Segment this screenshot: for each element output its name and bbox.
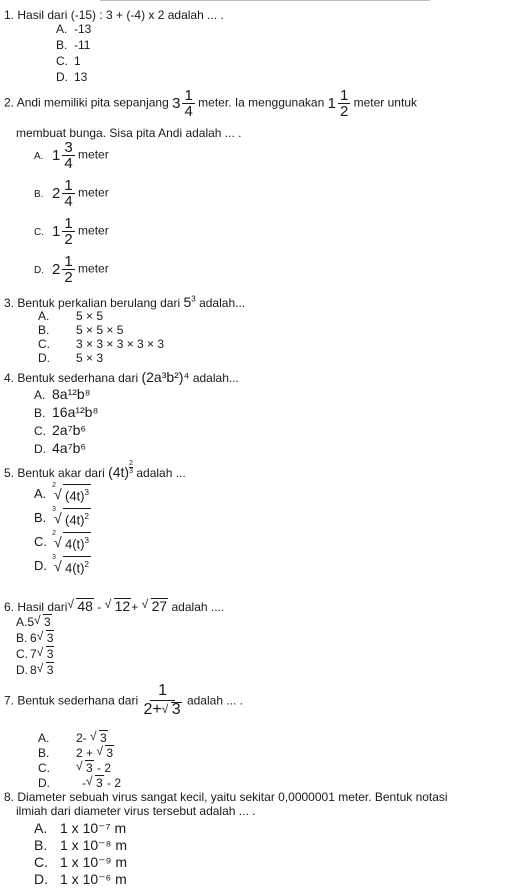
sqrt [96, 745, 114, 760]
numerator: 1 [64, 253, 73, 270]
question-2-line2: membuat bunga. Sisa pita Andi adalah ... . [16, 126, 242, 140]
radicand: 3 [96, 776, 103, 790]
question-2 [4, 88, 417, 119]
denominator: 4 [64, 155, 73, 172]
option-letter: A. [16, 615, 28, 629]
option-text: -11 [74, 38, 91, 52]
question-text: Hasil dari (-15) : 3 + (-4) x 2 adalah ... . [17, 8, 224, 22]
option-5b[interactable] [34, 508, 91, 528]
option-6b[interactable] [16, 630, 54, 645]
radicand: 3 [86, 761, 93, 775]
root-index: 2 [52, 482, 56, 489]
coefficient: 6 [30, 631, 37, 645]
option-5d[interactable] [34, 556, 91, 576]
option-text: 2a⁷b⁶ [52, 422, 87, 438]
radicand [63, 532, 91, 552]
option-letter: B. [38, 746, 50, 760]
root-symbol: √ [54, 510, 62, 526]
option-1d[interactable] [56, 70, 87, 84]
option-3d[interactable] [38, 351, 103, 365]
option-letter: A. [34, 388, 46, 402]
option-letter: A. [34, 485, 47, 501]
question-text: adalah ... . [186, 693, 243, 708]
denominator: 4 [184, 103, 193, 120]
unit: meter [78, 185, 109, 200]
numerator: 1 [64, 215, 73, 232]
radicand-exponent: 2 [84, 560, 89, 569]
option-text: 8a¹²b⁸ [52, 386, 91, 402]
numerator: 3 [64, 139, 73, 156]
numerator: 1 [339, 87, 349, 104]
option-text: 1 x 10⁻⁸ m [60, 837, 127, 853]
question-5 [4, 460, 186, 480]
option-letter: B. [34, 509, 47, 525]
exponent-denominator: 3 [129, 468, 133, 475]
option-1a[interactable] [56, 22, 91, 36]
option-text: 16a¹²b⁸ [52, 404, 99, 420]
fraction [338, 88, 350, 119]
option-5a[interactable] [34, 484, 91, 504]
fraction [62, 140, 74, 171]
question-4 [4, 369, 239, 385]
question-text: adalah ... [136, 466, 186, 480]
option-letter: C. [34, 226, 44, 238]
option-4c[interactable] [34, 422, 86, 438]
root-index: 3 [52, 506, 56, 513]
option-text: 1 x 10⁻⁹ m [60, 854, 128, 870]
option-letter: B. [56, 38, 68, 52]
sqrt [162, 701, 182, 719]
option-letter: B. [38, 323, 50, 337]
fraction [62, 254, 74, 285]
mixed-number [52, 140, 75, 171]
power-exponent: 3 [191, 294, 196, 304]
option-2a[interactable] [34, 140, 109, 171]
option-letter: C. [34, 533, 47, 549]
option-4b[interactable] [34, 404, 98, 420]
root-index: 3 [52, 554, 56, 561]
option-7a[interactable] [38, 730, 108, 745]
sqrt-48 [67, 598, 94, 614]
sqrt-12 [105, 598, 132, 614]
radicand: 3 [46, 647, 54, 661]
radicand: 3 [46, 631, 54, 645]
root-expression [52, 484, 91, 504]
option-text: 1 [74, 54, 81, 68]
option-8b[interactable] [34, 837, 127, 854]
whole-part: 2 [52, 261, 61, 278]
root-expression [52, 532, 91, 552]
question-7 [4, 682, 243, 719]
top-divider [100, 0, 430, 1]
question-number: 5. [4, 466, 15, 480]
option-suffix: - 2 [97, 761, 112, 775]
root-expression [52, 556, 91, 576]
radicand-base: 4(t) [65, 536, 85, 552]
root-expression [52, 508, 91, 528]
option-4a[interactable] [34, 386, 91, 402]
sqrt [34, 614, 52, 629]
radicand: 48 [77, 598, 93, 614]
question-number: 6. [4, 600, 15, 614]
option-letter: A. [34, 150, 44, 162]
fraction-exponent [129, 460, 133, 475]
radicand-base: 4(t) [65, 560, 85, 576]
numerator: 1 [184, 87, 193, 104]
option-letter: D. [34, 871, 48, 887]
radicand [63, 556, 91, 576]
option-6c[interactable] [16, 646, 54, 661]
option-letter: D. [38, 776, 50, 790]
question-1 [4, 8, 224, 22]
fraction [62, 216, 74, 247]
radicand-base: (4t) [65, 512, 85, 528]
option-2b[interactable] [34, 178, 109, 209]
radicand-exponent: 3 [84, 488, 89, 497]
root-symbol: √ [54, 534, 62, 550]
question-text: Andi memiliki pita sepanjang [16, 95, 169, 110]
radicand: 3 [106, 746, 114, 760]
mixed-number [52, 216, 75, 247]
power-base: (4t) [108, 464, 130, 480]
numerator: 1 [64, 177, 73, 194]
radicand: 3 [46, 663, 54, 677]
exponent-numerator: 2 [129, 460, 133, 467]
whole-part: 2 [52, 185, 61, 202]
option-4d[interactable] [34, 440, 86, 456]
question-text: meter. Ia menggunakan [198, 95, 325, 110]
option-text: 5 × 5 × 5 [76, 323, 124, 337]
option-text: -13 [74, 22, 92, 36]
option-letter: A. [38, 731, 50, 745]
question-6 [4, 598, 224, 614]
option-7d[interactable] [38, 775, 121, 790]
whole-part: 1 [327, 95, 336, 112]
denominator: 2 [339, 103, 349, 120]
question-text: Bentuk sederhana dari [17, 693, 139, 708]
coefficient: 5 [27, 615, 35, 629]
question-number: 1. [4, 8, 15, 22]
whole-part: 3 [172, 95, 181, 112]
option-letter: B. [34, 837, 48, 853]
root-index: 2 [52, 530, 56, 537]
unit: meter [78, 147, 109, 162]
option-letter: D. [16, 663, 28, 677]
option-text: 3 × 3 × 3 × 3 × 3 [76, 337, 165, 351]
coefficient: 7 [30, 647, 37, 661]
option-letter: D. [38, 351, 50, 365]
option-7c[interactable] [38, 760, 111, 775]
sqrt [37, 662, 55, 677]
radicand: 27 [151, 598, 168, 614]
denominator: 2 [64, 269, 73, 286]
question-text: Diameter sebuah virus sangat kecil, yaitu sekitar 0,0000001 meter. Bentuk notasi [17, 790, 448, 804]
question-text: Bentuk perkalian berulang dari [17, 296, 181, 310]
option-letter: B. [34, 188, 44, 200]
question-number: 7. [4, 693, 15, 708]
option-letter: D. [34, 442, 46, 456]
whole-part: 1 [52, 147, 61, 164]
mixed-number [328, 88, 351, 119]
operator: - [97, 600, 102, 614]
question-text: Bentuk akar dari [17, 466, 105, 480]
option-prefix: 2 + [76, 746, 94, 760]
radicand-base: (4t) [65, 488, 85, 504]
option-letter: A. [34, 820, 48, 836]
option-3b[interactable] [38, 323, 123, 337]
sqrt-27 [142, 598, 169, 614]
question-8 [4, 790, 448, 804]
coefficient: 8 [30, 663, 37, 677]
question-text: adalah... [192, 371, 239, 385]
option-6a[interactable] [16, 614, 52, 629]
option-text: 5 × 3 [76, 351, 104, 365]
option-8a[interactable] [34, 820, 126, 837]
question-number: 4. [4, 371, 15, 385]
math-expression: (2a³b²)⁴ [141, 369, 190, 385]
fraction [62, 178, 74, 209]
sqrt [37, 646, 55, 661]
option-5c[interactable] [34, 532, 91, 552]
option-6d[interactable] [16, 662, 54, 677]
option-7b[interactable] [38, 745, 114, 760]
option-3c[interactable] [38, 337, 164, 351]
option-letter: C. [38, 337, 50, 351]
root-symbol: √ [54, 558, 62, 574]
option-letter: A. [38, 309, 50, 323]
option-text: 13 [74, 70, 88, 84]
radicand: 3 [100, 731, 107, 745]
question-number: 8. [4, 790, 15, 804]
question-text: Hasil dari [17, 600, 68, 614]
option-8d[interactable] [34, 871, 127, 888]
option-letter: D. [34, 264, 44, 276]
option-letter: C. [34, 424, 46, 438]
option-text: 4a⁷b⁶ [52, 440, 87, 456]
option-1b[interactable] [56, 38, 90, 52]
whole-part: 1 [52, 223, 61, 240]
mixed-number [52, 254, 75, 285]
sqrt [90, 730, 108, 745]
option-letter: B. [34, 406, 46, 420]
question-3 [4, 294, 245, 310]
option-letter: D. [34, 557, 47, 573]
denominator-int: 2+ [143, 701, 162, 718]
radicand-exponent: 3 [84, 536, 89, 545]
option-text: 1 x 10⁻⁷ m [60, 820, 127, 836]
question-text: meter untuk [353, 95, 417, 110]
unit: meter [78, 261, 109, 276]
option-8c[interactable] [34, 854, 127, 871]
question-text: adalah .... [171, 600, 225, 614]
power-expression [183, 294, 195, 310]
option-letter: C. [56, 54, 68, 68]
radicand: 3 [171, 701, 181, 718]
fraction [141, 682, 183, 719]
option-text: 5 × 5 [76, 309, 104, 323]
operator: + [131, 600, 139, 614]
radicand [63, 508, 91, 528]
option-1c[interactable] [56, 54, 81, 68]
option-suffix: - 2 [107, 776, 122, 790]
option-letter: C. [38, 761, 50, 775]
unit: meter [78, 223, 109, 238]
numerator: 1 [150, 682, 175, 701]
question-text: Bentuk sederhana dari [17, 371, 139, 385]
option-letter: C. [16, 647, 28, 661]
option-3a[interactable] [38, 309, 103, 323]
mixed-number [172, 88, 195, 119]
question-8-line2: ilmiah dari diameter virus tersebut adalah ... . [16, 804, 256, 818]
question-text: adalah... [199, 296, 246, 310]
option-text: 1 x 10⁻⁶ m [60, 871, 127, 887]
question-number: 3. [4, 296, 15, 310]
option-2c[interactable] [34, 216, 109, 247]
option-letter: A. [56, 22, 68, 36]
power-base: 5 [183, 294, 192, 310]
denominator: 2 [64, 231, 73, 248]
denominator [141, 701, 183, 719]
radicand-exponent: 2 [84, 512, 89, 521]
radicand: 3 [44, 615, 51, 629]
option-letter: C. [34, 854, 48, 870]
denominator: 4 [64, 193, 73, 210]
radicand: 12 [114, 598, 131, 614]
option-2d[interactable] [34, 254, 109, 285]
option-letter: D. [56, 70, 68, 84]
radicand [63, 484, 91, 504]
question-number: 2. [4, 95, 15, 110]
root-symbol: √ [54, 486, 62, 502]
sqrt [86, 775, 104, 790]
option-letter: B. [16, 631, 28, 645]
fraction [182, 88, 194, 119]
sqrt [37, 630, 55, 645]
option-prefix: - [82, 776, 86, 790]
mixed-number [52, 178, 75, 209]
option-prefix: 2- [76, 731, 87, 745]
sqrt [76, 760, 94, 775]
